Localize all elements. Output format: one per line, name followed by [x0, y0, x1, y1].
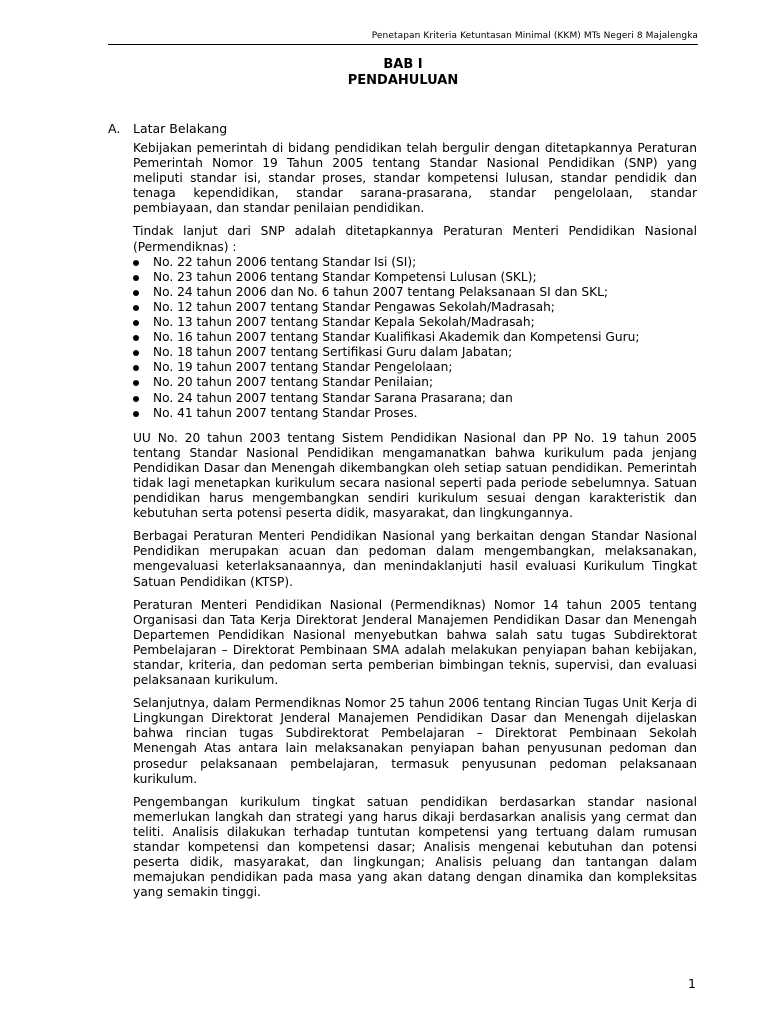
running-header: Penetapan Kriteria Ketuntasan Minimal (KKM) MTs Negeri 8 Majalengka: [371, 31, 698, 41]
chapter-title: PENDAHULUAN: [347, 73, 459, 88]
list-item: No. 22 tahun 2006 tentang Standar Isi (SI);: [133, 255, 697, 270]
paragraph-6: Selanjutnya, dalam Permendiknas Nomor 25 tahun 2006 tentang Rincian Tugas Unit Kerja di Lingkungan Direktorat Jenderal Manajemen Pendidikan Dasar dan Menengah dijelaskan bahwa rincian tugas Subdirektorat Pembelajaran – Direktorat Pembinaan Sekolah Menengah Atas antara lain melaksanakan penyiapan bahan penyusunan pedoman dan prosedur pelaksanaan pembelajaran, termasuk penyusunan pedoman pelaksanaan kurikulum.: [133, 696, 697, 786]
bullet-icon: [133, 320, 139, 326]
list-item: No. 12 tahun 2007 tentang Standar Pengawas Sekolah/Madrasah;: [133, 300, 697, 315]
list-item: No. 20 tahun 2007 tentang Standar Penilaian;: [133, 375, 697, 390]
bullet-icon: [133, 260, 139, 266]
list-item: No. 23 tahun 2006 tentang Standar Kompetensi Lulusan (SKL);: [133, 270, 697, 285]
paragraph-7: Pengembangan kurikulum tingkat satuan pendidikan berdasarkan standar nasional memerlukan langkah dan strategi yang harus dikaji berdasarkan analisis yang cermat dan teliti. Analisis dilakukan terhadap tuntutan kompetensi yang tertuang dalam rumusan standar kompetensi dan kompetensi dasar; Analisis mengenai kebutuhan dan potensi peserta didik, masyarakat, dan lingkungan; Analisis peluang dan tantangan dalam memajukan pendidikan pada masa yang akan datang dengan dinamika dan kompleksitas yang semakin tinggi.: [133, 794, 697, 900]
list-item: No. 13 tahun 2007 tentang Standar Kepala Sekolah/Madrasah;: [133, 315, 697, 330]
bullet-icon: [133, 290, 139, 296]
paragraph-3: UU No. 20 tahun 2003 tentang Sistem Pendidikan Nasional dan PP No. 19 tahun 2005 tentang Standar Nasional Pendidikan mengamanatkan bahwa kurikulum pada jenjang Pendidikan Dasar dan Menengah dikembangkan oleh setiap satuan pendidikan. Pemerintah tidak lagi menetapkan kurikulum secara nasional seperti pada periode sebelumnya. Satuan pendidikan harus mengembangkan sendiri kurikulum sesuai dengan karakteristik dan kebutuhan serta potensi peserta didik, masyarakat, dan lingkungannya.: [133, 430, 697, 521]
bullet-icon: [133, 335, 139, 341]
list-item: No. 41 tahun 2007 tentang Standar Proses.: [133, 406, 697, 421]
bullet-icon: [133, 350, 139, 356]
list-item: No. 24 tahun 2006 dan No. 6 tahun 2007 tentang Pelaksanaan SI dan SKL;: [133, 285, 697, 300]
chapter-heading: [108, 57, 698, 89]
bullet-icon: [133, 396, 139, 402]
bullet-icon: [133, 305, 139, 311]
header-divider: [108, 44, 698, 45]
body-text: [133, 141, 697, 908]
paragraph-2: Tindak lanjut dari SNP adalah ditetapkannya Peraturan Menteri Pendidikan Nasional (Permendiknas) :: [133, 224, 697, 254]
section-title: Latar Belakang: [133, 121, 228, 136]
bullet-icon: [133, 275, 139, 281]
list-item: No. 19 tahun 2007 tentang Standar Pengelolaan;: [133, 360, 697, 375]
bullet-icon: [133, 411, 139, 417]
paragraph-1: Kebijakan pemerintah di bidang pendidikan telah bergulir dengan ditetapkannya Peraturan Pemerintah Nomor 19 Tahun 2005 tentang Standar Nasional Pendidikan (SNP) yang meliputi standar isi, standar proses, standar kompetensi lulusan, standar pendidik dan tenaga kependidikan, standar sarana-prasarana, standar pengelolaan, standar pembiayaan, dan standar penilaian pendidikan.: [133, 141, 697, 216]
paragraph-5: Peraturan Menteri Pendidikan Nasional (Permendiknas) Nomor 14 tahun 2005 tentang Organisasi dan Tata Kerja Direktorat Jenderal Manajemen Pendidikan Dasar dan Menengah Departemen Pendidikan Nasional menyebutkan bahwa salah satu tugas Subdirektorat Pembelajaran – Direktorat Pembinaan SMA adalah melakukan penyiapan bahan kebijakan, standar, kriteria, dan pedoman serta pemberian bimbingan teknis, supervisi, dan evaluasi pelaksanaan kurikulum.: [133, 597, 697, 688]
regulation-list: [133, 255, 697, 421]
list-item: No. 24 tahun 2007 tentang Standar Sarana Prasarana; dan: [133, 391, 697, 406]
paragraph-4: Berbagai Peraturan Menteri Pendidikan Nasional yang berkaitan dengan Standar Nasional Pendidikan merupakan acuan dan pedoman dalam mengembangkan, melaksanakan, mengevaluasi keterlaksanaannya, dan menindaklanjuti hasil evaluasi Kurikulum Tingkat Satuan Pendidikan (KTSP).: [133, 529, 697, 589]
bullet-icon: [133, 365, 139, 371]
chapter-number: BAB I: [383, 57, 423, 72]
page-number: 1: [688, 976, 696, 991]
bullet-icon: [133, 380, 139, 386]
list-item: No. 16 tahun 2007 tentang Standar Kualifikasi Akademik dan Kompetensi Guru;: [133, 330, 697, 345]
section-heading: [108, 121, 227, 136]
section-letter: A.: [108, 121, 121, 136]
list-item: No. 18 tahun 2007 tentang Sertifikasi Guru dalam Jabatan;: [133, 345, 697, 360]
